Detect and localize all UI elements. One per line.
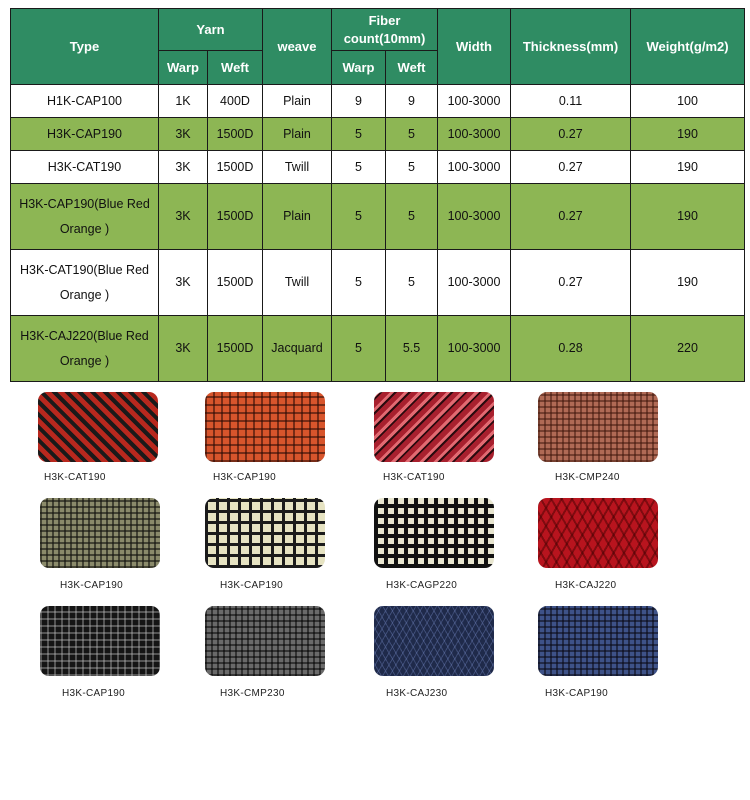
table-row <box>11 250 745 316</box>
table-row <box>11 118 745 151</box>
cell-weight: 190 <box>631 118 745 151</box>
cell-fc-weft: 5 <box>386 118 438 151</box>
cell-weft: 400D <box>208 85 263 118</box>
cell-fc-warp: 5 <box>332 184 386 250</box>
cell-weft: 1500D <box>208 118 263 151</box>
fabric-swatch-image <box>374 498 494 568</box>
cell-thickness: 0.27 <box>511 151 631 184</box>
cell-fc-warp: 9 <box>332 85 386 118</box>
swatch-caption: H3K-CAP190 <box>220 580 284 591</box>
table-row <box>11 85 745 118</box>
cell-width: 100-3000 <box>438 151 511 184</box>
cell-weave: Twill <box>263 151 332 184</box>
fabric-swatch-image <box>374 606 494 676</box>
cell-type: H3K-CAJ220(Blue Red Orange ) <box>11 316 159 382</box>
cell-thickness: 0.11 <box>511 85 631 118</box>
cell-type: H3K-CAP190 <box>11 118 159 151</box>
table-row <box>11 316 745 382</box>
cell-warp: 3K <box>159 250 208 316</box>
cell-width: 100-3000 <box>438 250 511 316</box>
fabric-swatch-gallery <box>0 390 750 710</box>
swatch-caption: H3K-CAGP220 <box>386 580 458 591</box>
cell-thickness: 0.27 <box>511 184 631 250</box>
fabric-swatch-image <box>205 498 325 568</box>
header-yarn-weft: Weft <box>208 51 263 85</box>
header-yarn-warp: Warp <box>159 51 208 85</box>
table-row <box>11 184 745 250</box>
cell-width: 100-3000 <box>438 118 511 151</box>
header-weight: Weight(g/m2) <box>631 9 745 85</box>
swatch-caption: H3K-CAP190 <box>60 580 124 591</box>
cell-weight: 100 <box>631 85 745 118</box>
cell-width: 100-3000 <box>438 184 511 250</box>
cell-type: H3K-CAT190(Blue Red Orange ) <box>11 250 159 316</box>
cell-weft: 1500D <box>208 316 263 382</box>
swatch-caption: H3K-CAJ220 <box>555 580 617 591</box>
cell-fc-warp: 5 <box>332 151 386 184</box>
cell-type: H1K-CAP100 <box>11 85 159 118</box>
swatch-caption: H3K-CMP230 <box>220 688 285 699</box>
fabric-swatch-image <box>205 392 325 462</box>
spec-table <box>10 8 745 382</box>
cell-width: 100-3000 <box>438 85 511 118</box>
fabric-swatch-image <box>38 392 158 462</box>
cell-fc-weft: 5 <box>386 151 438 184</box>
swatch-caption: H3K-CAP190 <box>213 472 277 483</box>
header-fc-warp: Warp <box>332 51 386 85</box>
cell-warp: 3K <box>159 316 208 382</box>
swatch-caption: H3K-CAT190 <box>383 472 445 483</box>
cell-warp: 3K <box>159 184 208 250</box>
fabric-swatch-image <box>538 498 658 568</box>
cell-warp: 3K <box>159 118 208 151</box>
cell-weight: 190 <box>631 151 745 184</box>
cell-width: 100-3000 <box>438 316 511 382</box>
cell-thickness: 0.27 <box>511 118 631 151</box>
cell-weave: Plain <box>263 118 332 151</box>
cell-weight: 190 <box>631 184 745 250</box>
fabric-swatch-image <box>40 606 160 676</box>
header-fc-weft: Weft <box>386 51 438 85</box>
cell-weave: Jacquard <box>263 316 332 382</box>
cell-type: H3K-CAP190(Blue Red Orange ) <box>11 184 159 250</box>
cell-weave: Plain <box>263 184 332 250</box>
header-width: Width <box>438 9 511 85</box>
cell-fc-weft: 5 <box>386 184 438 250</box>
cell-type: H3K-CAT190 <box>11 151 159 184</box>
table-row <box>11 151 745 184</box>
cell-weave: Plain <box>263 85 332 118</box>
cell-thickness: 0.27 <box>511 250 631 316</box>
fabric-swatch-image <box>538 392 658 462</box>
cell-fc-weft: 9 <box>386 85 438 118</box>
swatch-caption: H3K-CAJ230 <box>386 688 448 699</box>
cell-weft: 1500D <box>208 250 263 316</box>
swatch-caption: H3K-CAP190 <box>545 688 609 699</box>
cell-weave: Twill <box>263 250 332 316</box>
header-yarn: Yarn <box>159 9 263 51</box>
swatch-caption: H3K-CAP190 <box>62 688 126 699</box>
cell-fc-warp: 5 <box>332 250 386 316</box>
cell-warp: 3K <box>159 151 208 184</box>
cell-fc-weft: 5 <box>386 250 438 316</box>
header-fiber-count: Fiber count(10mm) <box>332 9 438 51</box>
cell-weight: 220 <box>631 316 745 382</box>
fabric-swatch-image <box>374 392 494 462</box>
cell-fc-warp: 5 <box>332 316 386 382</box>
swatch-caption: H3K-CMP240 <box>555 472 620 483</box>
fabric-swatch-image <box>205 606 325 676</box>
cell-thickness: 0.28 <box>511 316 631 382</box>
cell-weft: 1500D <box>208 151 263 184</box>
fabric-swatch-image <box>538 606 658 676</box>
cell-weft: 1500D <box>208 184 263 250</box>
swatch-caption: H3K-CAT190 <box>44 472 106 483</box>
cell-fc-weft: 5.5 <box>386 316 438 382</box>
cell-fc-warp: 5 <box>332 118 386 151</box>
fabric-swatch-image <box>40 498 160 568</box>
header-type: Type <box>11 9 159 85</box>
cell-weight: 190 <box>631 250 745 316</box>
header-thickness: Thickness(mm) <box>511 9 631 85</box>
cell-warp: 1K <box>159 85 208 118</box>
header-weave: weave <box>263 9 332 85</box>
